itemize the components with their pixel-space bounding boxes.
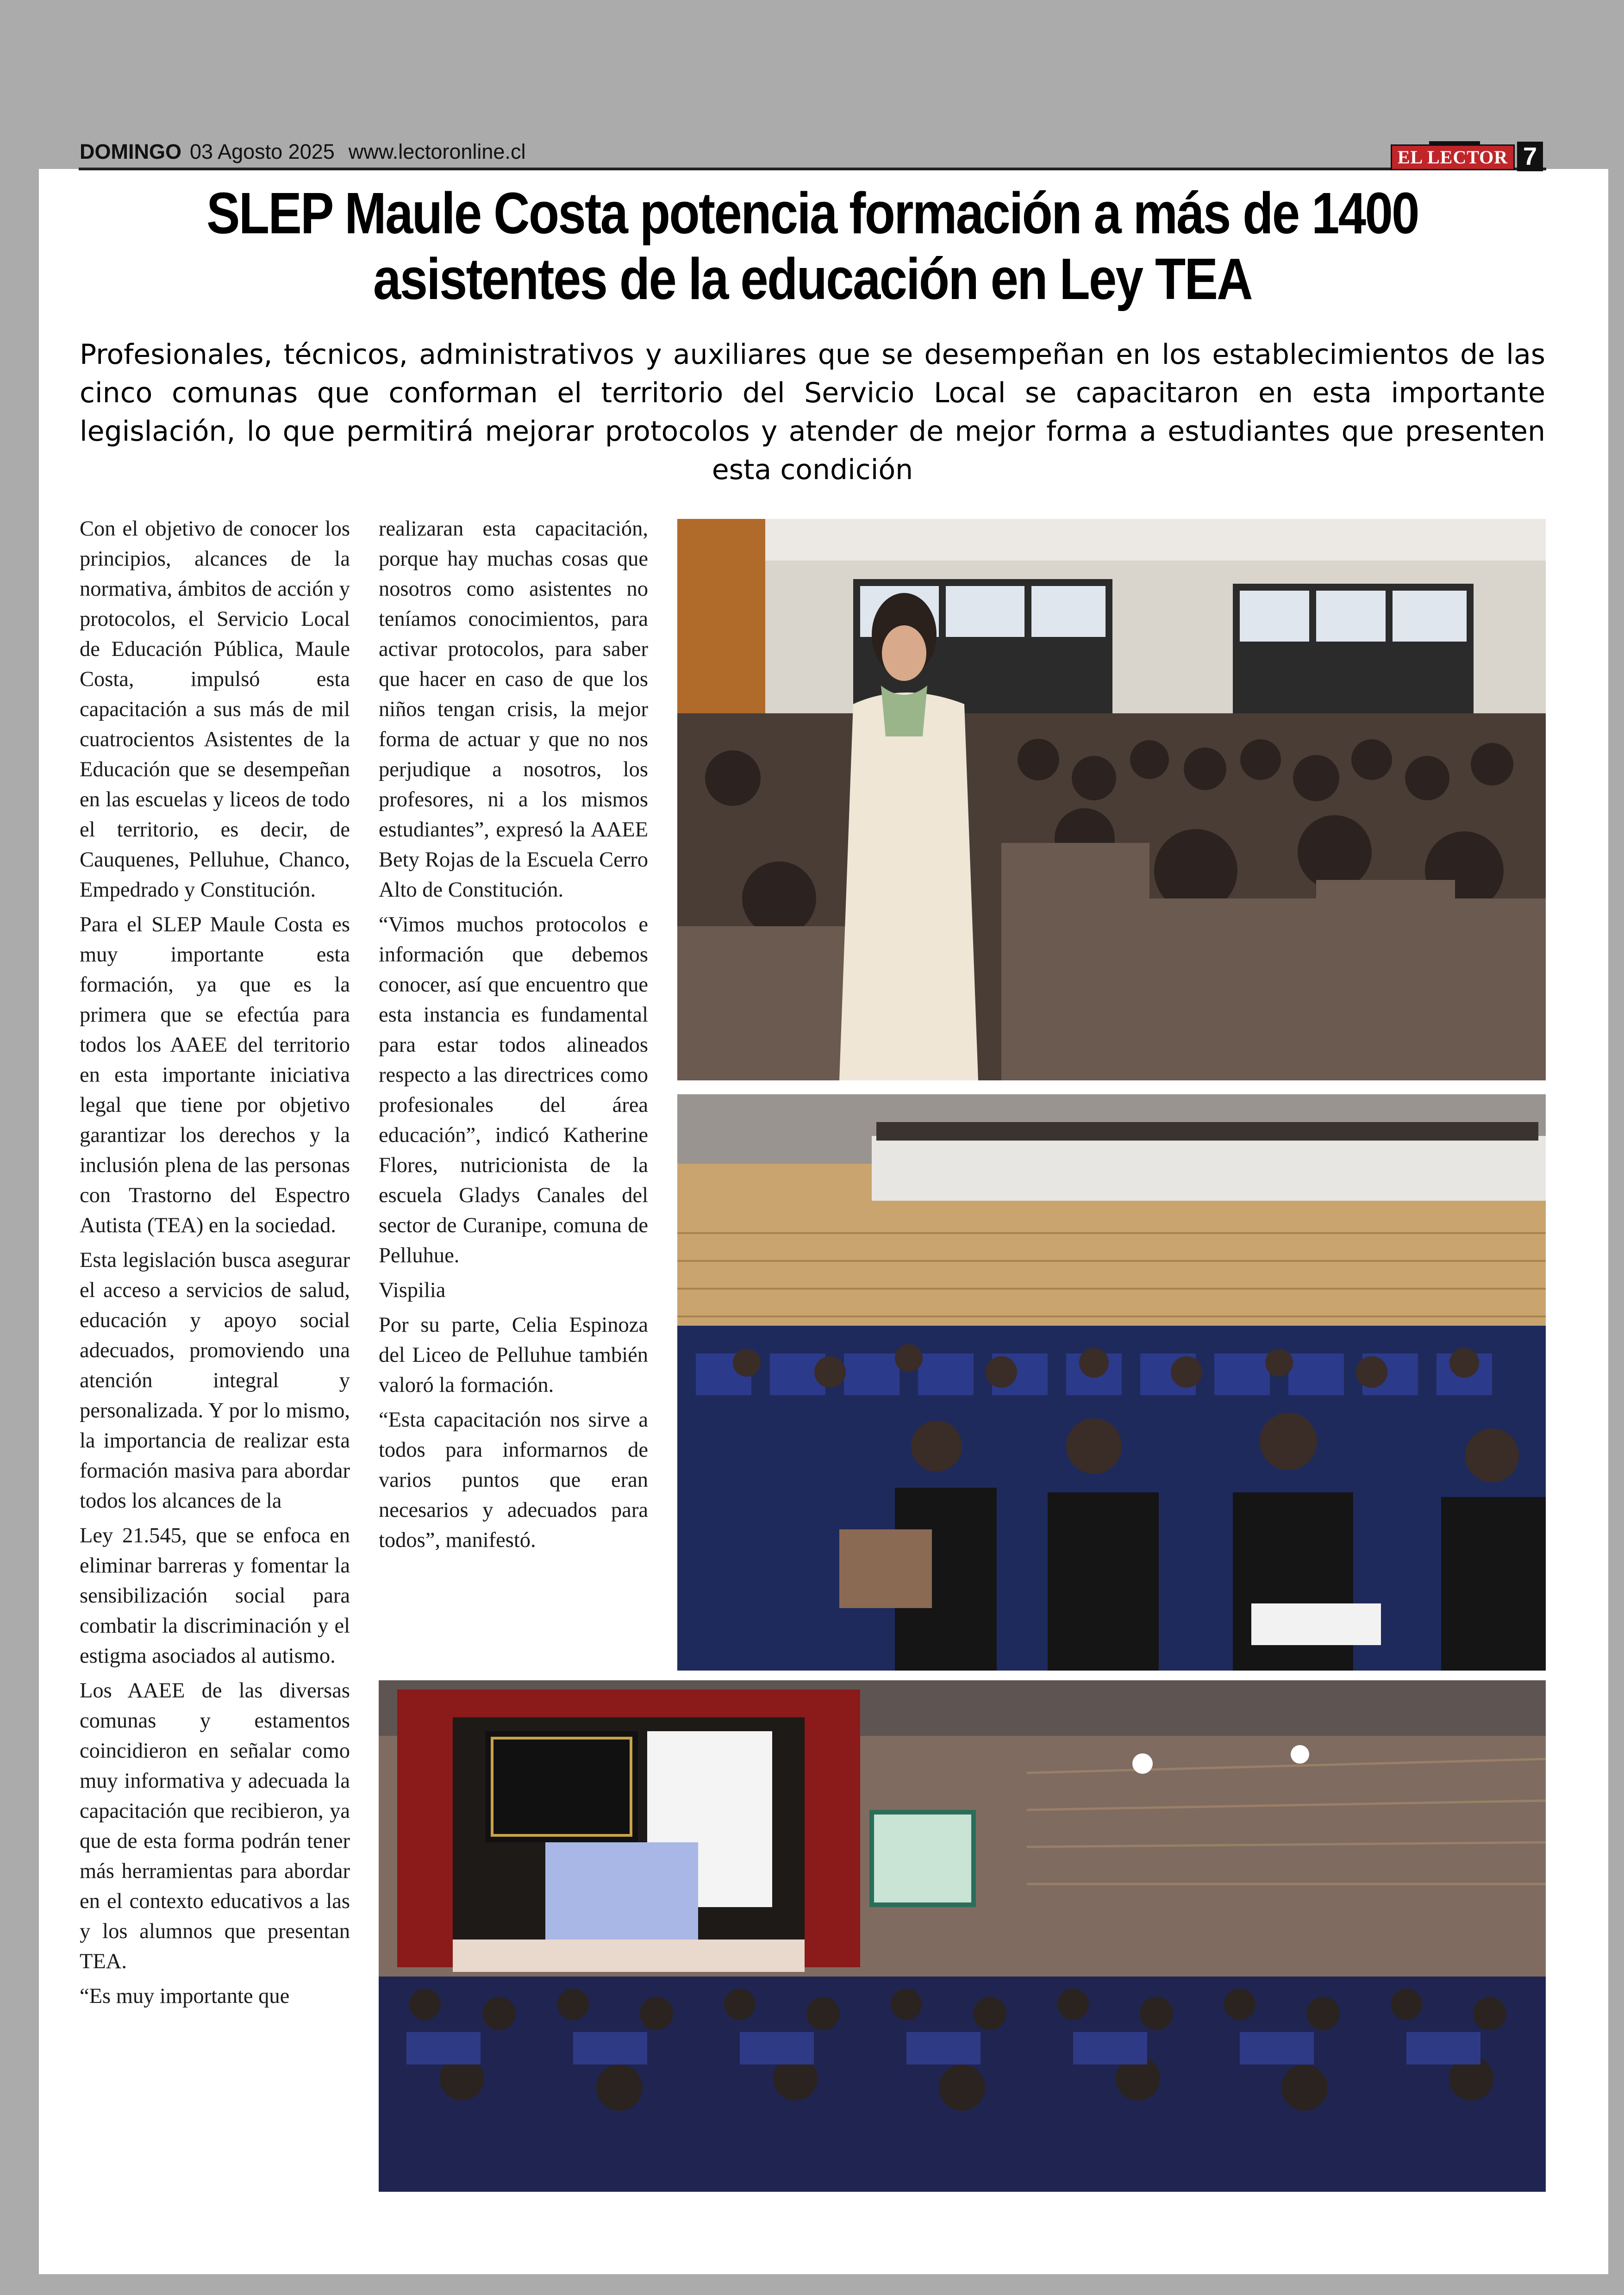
text-column-1 [80, 514, 350, 2189]
paragraph: “Esta capacitación nos sirve a todos para informarnos de varios puntos que eran necesarios y adecuados para todos”, manifestó. [379, 1408, 648, 1552]
paragraph: “Vimos muchos protocolos e información que debemos conocer, así que encuentro que esta instancia es fundamental para estar todos alineados respecto a las directrices como profesionales del área educación”, indicó Katherine Flores, nutricionista de la escuela Gladys Canales del sector de Curanipe, comuna de Pelluhue. [379, 913, 648, 1267]
paragraph: Los AAEE de las diversas comunas y estamentos coincidieron en señalar como muy informativa y adecuada la capacitación que recibieron, ya que de esta forma podrán tener más herramientas para abordar en el contexto educativos a las y los alumnos que presentan TEA. [80, 1679, 350, 1973]
header-url[interactable]: www.lectoronline.cl [348, 140, 526, 163]
paragraph: Ley 21.545, que se enfoca en eliminar barreras y fomentar la sensibilización social para combatir la discriminación y el estigma asociados al autismo. [80, 1524, 350, 1668]
photo-auditorium-attendees [677, 1094, 1546, 1671]
photo-speaker-with-audience [677, 519, 1546, 1080]
paragraph: realizaran esta capacitación, porque hay muchas cosas que nosotros como asistentes no teníamos conocimientos, para activar protocolos, para saber que hacer en caso de que los niños tengan crisis, la mejor forma de actuar y que no nos perjudique a nosotros, los profesores, ni a los mismos estudiantes”, expresó la AAEE Bety Rojas de la Escuela Cerro Alto de Constitución. [379, 517, 648, 902]
text-column-2 [379, 514, 648, 1680]
paragraph: Para el SLEP Maule Costa es muy importante esta formación, ya que es la primera que se efectúa para todos los AAEE del territorio en esta importante iniciativa legal que tiene por objetivo garantizar los derechos y la inclusión plena de las personas con Trastorno del Espectro Autista (TEA) en la sociedad. [80, 913, 350, 1237]
paragraph: Por su parte, Celia Espinoza del Liceo de Pelluhue también valoró la formación. [379, 1313, 648, 1397]
header-rule [79, 168, 1546, 170]
photo-auditorium-stage [379, 1680, 1546, 2192]
page-number: 7 [1517, 142, 1543, 171]
header-date: 03 Agosto 2025 [190, 140, 335, 163]
article-subtitle: Profesionales, técnicos, administrativos y auxiliares que se desempeñan en los establecimientos de las cinco comunas que conforman el territorio del Servicio Local se capacitaron en esta importante legislación, lo que permitirá mejorar protocolos y atender de mejor forma a estudiantes que presenten esta condición [80, 338, 1545, 486]
headline-line-2: asistentes de la educación en Ley TEA [373, 246, 1252, 312]
paragraph: “Es muy importante que [80, 1984, 290, 2008]
paragraph: Esta legislación busca asegurar el acceso a servicios de salud, educación y apoyo social adecuados, promoviendo una atención integral y personalizada. Y por lo mismo, la importancia de realizar esta formación masiva para abordar todos los alcances de la [80, 1248, 350, 1513]
paragraph: Con el objetivo de conocer los principios, alcances de la normativa, ámbitos de acción y protocolos, el Servicio Local de Educación Pública, Maule Costa, impulsó esta capacitación a sus más de mil cuatrocientos Asistentes de la Educación que se desempeñan en las escuelas y liceos de todo el territorio, es decir, de Cauquenes, Pelluhue, Chanco, Empedrado y Constitución. [80, 517, 350, 902]
header-day: DOMINGO [80, 140, 181, 163]
article-headline [194, 181, 1432, 312]
headline-line-1: SLEP Maule Costa potencia formación a más de 1400 [206, 181, 1418, 246]
newspaper-logo: EL LECTOR [1391, 144, 1515, 170]
page-header [80, 140, 525, 168]
section-subhead: Vispilia [379, 1278, 446, 1302]
